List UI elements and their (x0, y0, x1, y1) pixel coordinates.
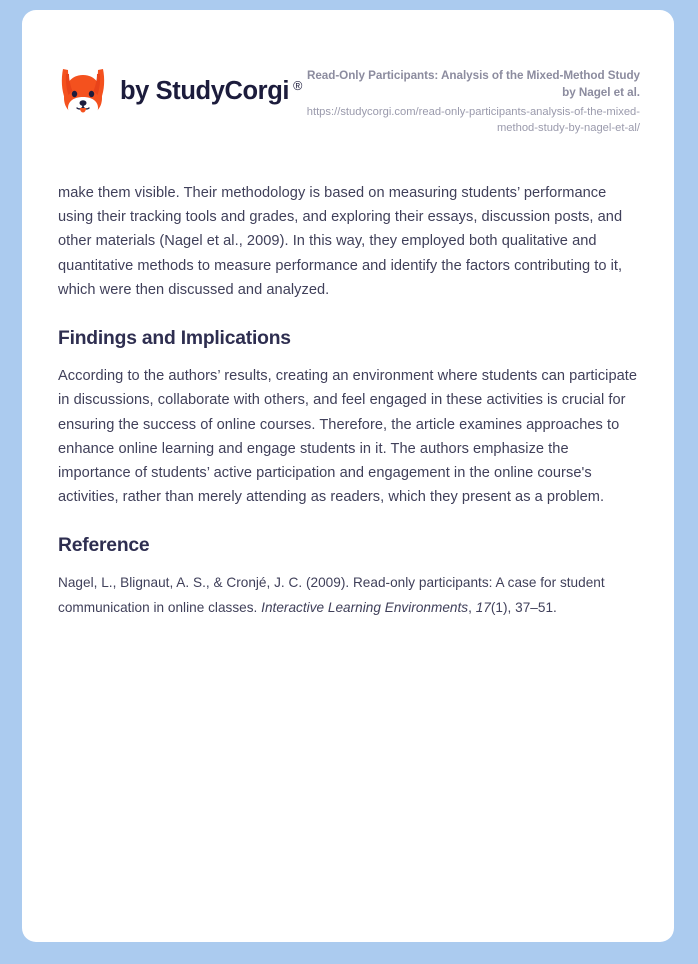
reference-authors-title: Nagel, L., Blignaut, A. S., & Cronjé, J. C. (2009). Read-only participants: A case for student communication in online classes. (58, 575, 605, 615)
registered-trademark-icon: ® (293, 79, 302, 94)
document-card (22, 10, 674, 942)
intro-paragraph: make them visible. Their methodology is based on measuring students’ performance using their tracking tools and grades, and exploring their essays, discussion posts, and other materials (Nagel et al., 2009). In this way, they employed both qualitative and quantitative methods to measure performance and identify the factors contributing to it, which were then discussed and analyzed. (58, 185, 623, 298)
reference-issue-pages: (1), 37–51. (490, 599, 557, 615)
reference-separator: , (468, 599, 476, 615)
header-meta (302, 62, 640, 137)
reference-heading: Reference (58, 535, 150, 557)
brand-logo-group (58, 66, 302, 118)
findings-paragraph: According to the authors’ results, creating an environment where students can participate in discussions, collaborate with others, and feel engaged in these activities is crucial for ensuring the success of online courses. Therefore, the article examines approaches to enhance online learning and engage students in it. The authors emphasize the importance of students’ active participation and engagement in the online course's activities, rather than merely attending as readers, which they present as a problem. (58, 368, 638, 506)
reference-entry (58, 571, 638, 619)
corgi-face-logo-icon (58, 66, 108, 118)
brand-wordmark-text: by StudyCorgi (120, 77, 290, 106)
document-header (22, 10, 674, 137)
source-url: https://studycorgi.com/read-only-participants-analysis-of-the-mixed-method-study-by-nagel-et-al/ (306, 106, 640, 135)
brand-wordmark (120, 79, 302, 105)
reference-journal-name: Interactive Learning Environments (261, 599, 469, 615)
document-body (22, 181, 674, 620)
findings-heading: Findings and Implications (58, 328, 291, 350)
reference-volume: 17 (475, 599, 491, 615)
page-title: Read-Only Participants: Analysis of the Mixed-Method Study by Nagel et al. (306, 69, 640, 99)
